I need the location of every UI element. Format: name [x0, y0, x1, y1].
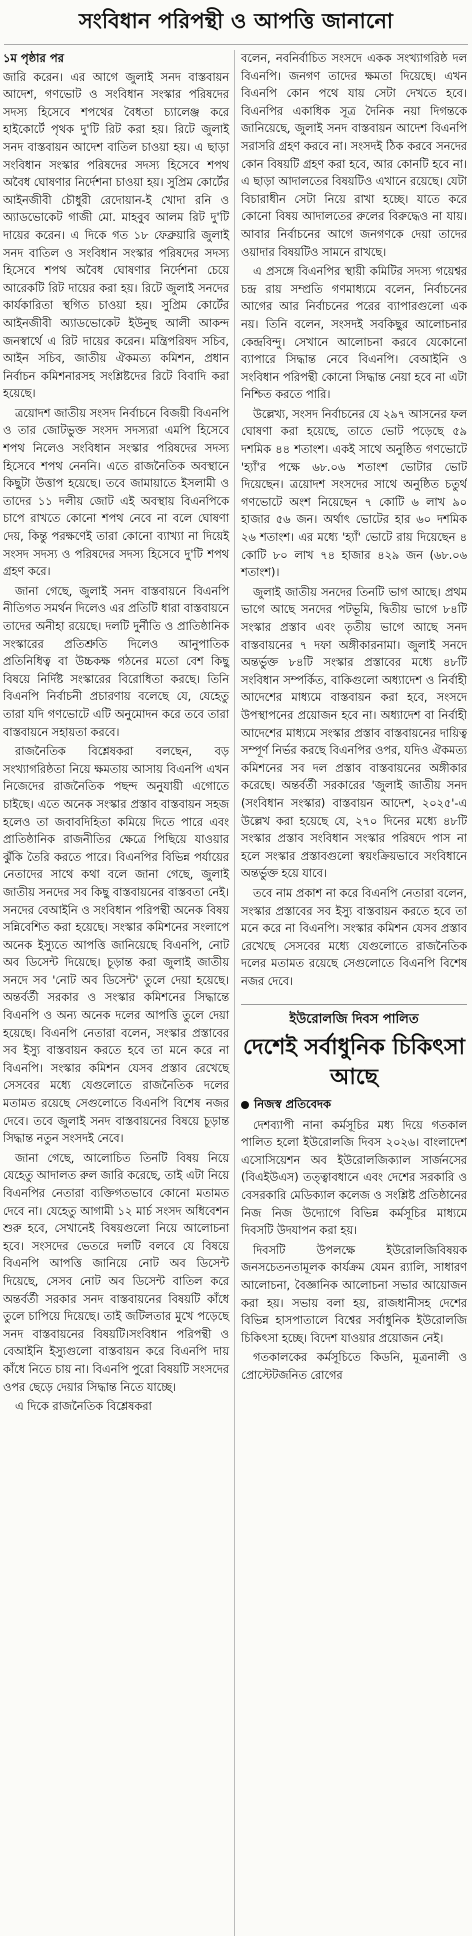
paragraph: এ দিকে রাজনৈতিক বিশ্লেষকরা: [15, 1400, 152, 1414]
paragraph: রাজনৈতিক বিশ্লেষকরা বলছেন, বড় সংখ্যাগরিষ্ঠতা নিয়ে ক্ষমতায় আসায় বিএনপি এখন নিজেদের রাজনৈতিক পছন্দ অনুযায়ী এগোতে চাইছে। এতে অনেক সংস্কার প্রস্তাব বাস্তবায়ন সহজ হলেও তা জবাবদিহিতা কমিয়ে দিতে পারে এবং প্রাতিষ্ঠানিক রাজনীতির ক্ষেত্রে পিছিয়ে যাওয়ার ঝুঁকি তৈরি করতে পারে। বিএনপির বিভিন্ন পর্যায়ের নেতাদের সাথে কথা বলে জানা গেছে, জুলাই জাতীয় সনদের সব কিছু বাস্তবায়নের বাস্তবতা নেই। সনদের বেআইনি ও সংবিধান পরিপন্থী অনেক বিষয় সন্নিবেশিত করা হয়েছে। সংস্কার কমিশনের সংলাপে অনেক ইস্যুতে আপত্তি জানিয়েছে বিএনপি, নোট অব ডিসেন্ট দিয়েছে। চূড়ান্ত করা জুলাই জাতীয় সনদে সব 'নোট অব ডিসেন্ট' তুলে দেয়া হয়েছে। অন্তর্বর্তী সরকার ও সংস্কার কমিশনের সিদ্ধান্তে বিএনপি ও অন্য অনেক দলের আপত্তি তুলে দেয়া হয়েছে। বিএনপি নেতারা বলেন, সংস্কার প্রস্তাবের সব ইস্যু বাস্তবায়ন করতে হবে তা মনে করে না বিএনপি। সংস্কার কমিশন যেসব প্রস্তাব রেখেছে সেসবের মধ্যে যেগুলোতে রাজনৈতিক দলের মতামত রয়েছে সেগুলোতে বিএনপি বিশেষ নজর দেবে। তবে জুলাই সনদ বাস্তবায়নের বিষয়ে চূড়ান্ত সিদ্ধান্ত নতুন সংসদই নেবে।: [3, 745, 229, 1146]
paragraph: দিবসটি উপলক্ষে ইউরোলজিবিষয়ক জনসচেতনতামূলক কার্যক্রম যেমন র‌্যালি, সাধারণ আলোচনা, বৈজ্ঞানিক আলোচনা সভার আয়োজন করা হয়। সভায় বলা হয়, রাজধানীসহ দেশের বিভিন্ন হাসপাতালে বিশ্বের সর্বাধুনিক ইউরোলজি চিকিৎসা হচ্ছে। বিদেশ যাওয়ার প্রয়োজন নেই।: [241, 1243, 467, 1345]
sub-story-kicker: ইউরোলজি দিবস পালিত: [289, 1012, 419, 1028]
sub-story: [241, 1004, 467, 1384]
sub-story-title: দেশেই সর্বাধুনিক চিকিৎসা আছে: [243, 1034, 465, 1091]
paragraph: জারি করেন। এর আগে জুলাই সনদ বাস্তবায়ন আদেশ, গণভোট ও সংবিধান সংস্কার পরিষদের সদস্য হিসেবে শপথের বৈধতা চ্যালেঞ্জ করে হাইকোর্টে পৃথক দু'টি রিট করা হয়। রিটে জুলাই সনদ বাস্তবায়ন আদেশ বাতিল চাওয়া হয়। এ ছাড়া সংবিধান সংস্কার পরিষদের সদস্য হিসেবে শপথ অবৈধ ঘোষণার নির্দেশনা চাওয়া হয়। সুপ্রিম কোর্টের আইনজীবী চৌধুরী রেদোয়ান-ই খোদা রনি ও অ্যাডভোকেট গাজী মো. মাহবুব আলম রিট দু'টি দায়ের করেন। এ দিকে গত ১৮ ফেব্রুয়ারি জুলাই সনদ বাতিল ও সংবিধান সংস্কার পরিষদের সদস্য হিসেবে শপথ অবৈধ ঘোষণার নির্দেশনা চেয়ে আরেকটি রিট দায়ের করা হয়। রিটে জুলাই সনদের কার্যকারিতা স্থগিত চাওয়া হয়। সুপ্রিম কোর্টের আইনজীবী অ্যাডভোকেট ইউনুছ আলী আকন্দ জনস্বার্থে এ রিট দায়ের করেন। মন্ত্রিপরিষদ সচিব, আইন সচিব, জাতীয় ঐকমত্য কমিশন, প্রধান নির্বাচন কমিশনারসহ সংশ্লিষ্টদের রিটে বিবাদি করা হয়েছে।: [3, 70, 229, 401]
byline: [241, 1096, 467, 1114]
paragraph: বলেন, নবনির্বাচিত সংসদে একক সংখ্যাগরিষ্ঠ দল বিএনপি। জনগণ তাদের ক্ষমতা দিয়েছে। এখন বিএনপি কোন পথে যায় সেটা দেখতে হবে। বিএনপির একাধিক সূত্র দৈনিক নয়া দিগন্তকে জানিয়েছে, জুলাই সনদ বাস্তবায়ন আদেশ বিএনপি সরাসরি গ্রহণ করবে না। সংসদই ঠিক করবে সনদের কোন বিষয়টি গ্রহণ করা হবে, আর কোনটি হবে না। এ ছাড়া আদালতের বিষয়টিও এখানে রয়েছে। যেটা বিচারাধীন সেটা নিয়ে রাখা হচ্ছে। যাতে করে কোনো বিষয় আদালতের রুলের বিরুদ্ধেও না যায়। আবার নির্বাচনের আগে জনগণকে দেয়া তাদের ওয়াদার বিষয়টিও সামনে রাখছে।: [241, 52, 467, 259]
right-column: [235, 50, 467, 1936]
paragraph: জানা গেছে, জুলাই সনদ বাস্তবায়নে বিএনপি নীতিগত সমর্থন দিলেও এর প্রতিটি ধারা বাস্তবায়নে তাদের অনীহা রয়েছে। দলটি দুর্নীতি ও প্রাতিষ্ঠানিক সংস্কারের প্রতিশ্রুতি দিলেও আনুপাতিক প্রতিনিধিত্ব বা উচ্চকক্ষ গঠনের মতো বেশ কিছু বিষয়ে নির্দিষ্ট সংস্কারের বিরোধিতা করছে। তিনি বিএনপি নির্বাচনী প্রচারণায় বলেছে যে, যেহেতু তারা যদি গণভোটে এটি অনুমোদন করে তবে তারা বাস্তবায়নে সহায়তা করবে।: [3, 584, 229, 739]
left-column: [3, 50, 235, 1936]
paragraph: তবে নাম প্রকাশ না করে বিএনপি নেতারা বলেন, সংস্কার প্রস্তাবের সব ইস্যু বাস্তবায়ন করতে হবে তা মনে করে না বিএনপি। সংস্কার কমিশন যেসব প্রস্তাব রেখেছে সেসবের মধ্যে যেগুলোতে রাজনৈতিক দলের মতামত রয়েছে সেগুলোতে বিএনপি বিশেষ নজর দেবে।: [241, 886, 467, 988]
paragraph: এ প্রসঙ্গে বিএনপির স্থায়ী কমিটির সদস্য গয়েশ্বর চন্দ্র রায় সম্প্রতি গণমাধ্যমে বলেন, নির্বাচনের আগের আর নির্বাচনের পরের ব্যাপারগুলো এক নয়। তিনি বলেন, সংসদই সবকিছুর আলোচনার কেন্দ্রবিন্দু। সেখানে আলোচনা করবে যেকোনো ব্যাপারে সিদ্ধান্ত নেবে বিএনপি। বেআইনি ও সংবিধান পরিপন্থী কোনো সিদ্ধান্ত নেয়া হবে না এটা নিশ্চিত করতে পারি।: [241, 265, 467, 402]
headline: সংবিধান পরিপন্থী ও আপত্তি জানানো: [4, 0, 468, 45]
paragraph: দেশব্যাপী নানা কর্মসূচির মধ্য দিয়ে গতকাল পালিত হলো ইউরোলজি দিবস ২০২৬। বাংলাদেশ এসোসিয়েশন অব ইউরোলজিক্যাল সার্জনসের (বিএইউএস) তত্ত্বাবধানে এবং দেশের সরকারি ও বেসরকারি মেডিক্যাল কলেজ ও সংশ্লিষ্ট প্রতিষ্ঠানের নিজ নিজ উদ্যোগে বিভিন্ন কর্মসূচির মাধ্যমে দিবসটি উদযাপন করা হয়।: [241, 1118, 467, 1238]
article-columns: [3, 50, 469, 1936]
byline-text: নিজস্ব প্রতিবেদক: [254, 1097, 332, 1112]
paragraph: জানা গেছে, আলোচিত তিনটি বিষয় নিয়ে যেহেতু আদালত রুল জারি করেছে, তাই এটা নিয়ে বিএনপির নেতারা ব্যক্তিগতভাবে কোনো মতামত দেবে না। যেহেতু আগামী ১২ মার্চ সংসদ অধিবেশন শুরু হবে, সেখানেই বিষয়গুলো নিয়ে আলোচনা হবে। সংসদের ভেতরে দলটি বলবে যে বিষয়ে বিএনপি আপত্তি জানিয়ে নোট অব ডিসেন্ট দিয়েছে, সেসব নোট অব ডিসেন্ট বাতিল করে অন্তর্বর্তী সরকার সনদ বাস্তবায়নের বিষয়টি কাঁধে তুলে চাপিয়ে দিয়েছে। তাই জটিলতার মুখে পড়েছে সনদ বাস্তবায়নের বিষয়টি।সংবিধান পরিপন্থী ও বেআইনি ইস্যুগুলো বাস্তবায়ন করে বিএনপি দায় কাঁধে নিতে চায় না। বিএনপি পুরো বিষয়টি সংসদের ওপর ছেড়ে দেয়ার সিদ্ধান্ত নিতে যাচ্ছে।: [3, 1151, 229, 1394]
bullet-icon: [241, 1101, 249, 1109]
paragraph: জুলাই জাতীয় সনদের তিনটি ভাগ আছে। প্রথম ভাগে আছে সনদের পটভূমি, দ্বিতীয় ভাগে ৮৪টি সংস্কার প্রস্তাব এবং তৃতীয় ভাগে আছে সনদ বাস্তবায়নের ৭ দফা অঙ্গীকারনামা। জুলাই সনদে অন্তর্ভুক্ত ৮৪টি সংস্কার প্রস্তাবের মধ্যে ৪৮টি সংবিধান সম্পর্কিত, বাকিগুলো অধ্যাদেশ ও নির্বাহী আদেশের মাধ্যমে বাস্তবায়ন করা হবে, সংসদে উপস্থাপনের প্রয়োজন হবে না। অধ্যাদেশ বা নির্বাহী আদেশের মাধ্যমে সংস্কার প্রস্তাব বাস্তবায়নের দায়িত্ব সম্পূর্ণ নির্ভর করছে বিএনপির ওপর, যদিও ঐকমত্য কমিশনের সব দল প্রস্তাব বাস্তবায়নের অঙ্গীকার করেছে। অন্তর্বর্তী সরকারের 'জুলাই জাতীয় সনদ (সংবিধান সংস্কার) বাস্তবায়ন আদেশ, ২০২৫'-এ উল্লেখ করা হয়েছে যে, ২৭০ দিনের মধ্যে ৪৮টি সংস্কার প্রস্তাব সংবিধান সংস্কার পরিষদে পাস না হলে সংস্কার প্রস্তাবগুলো স্বয়ংক্রিয়ভাবে সংবিধানে অন্তর্ভুক্ত হয়ে যাবে।: [241, 585, 467, 881]
jump-label: ১ম পৃষ্ঠার পর: [3, 51, 64, 65]
paragraph: গতকালকের কর্মসূচিতে কিডনি, মূত্রনালী ও প্রোস্টেটজনিত রোগের: [241, 1351, 467, 1382]
paragraph: ত্রয়োদশ জাতীয় সংসদ নির্বাচনে বিজয়ী বিএনপি ও তার জোটভুক্ত সংসদ সদস্যরা এমপি হিসেবে শপথ নিলেও সংবিধান সংস্কার পরিষদের সদস্য হিসেবে শপথ নেননি। এতে রাজনৈতিক অবস্থানে কিছুটা উত্তাপ হয়েছে। তবে জামায়াতে ইসলামী ও তাদের ১১ দলীয় জোট এই অবস্থায় বিএনপিকে চাপে রাখতে কোনো শপথ নেবে না বলে ঘোষণা দেয়, কিন্তু পরক্ষণেই তারা কোনো ব্যাখ্যা না দিয়েই সংসদ সদস্য ও পরিষদের সদস্য হিসেবে দু'টি শপথ গ্রহণ করে।: [3, 406, 229, 579]
paragraph: উল্লেখ্য, সংসদ নির্বাচনের যে ২৯৭ আসনের ফল ঘোষণা করা হয়েছে, তাতে ভোট পড়েছে ৫৯ দশমিক ৪৪ শতাংশ। একই সাথে অনুষ্ঠিত গণভোটে 'হ্যাঁ'র পক্ষে ৬৮.০৬ শতাংশ ভোটার ভোট দিয়েছেন। ত্রয়োদশ সংসদের সাথে অনুষ্ঠিত চতুর্থ গণভোটে অংশ নিয়েছেন ৭ কোটি ৬ লাখ ৯০ হাজার ৫৬ জন। অর্থাৎ ভোটের হার ৬০ দশমিক ২৬ শতাংশ। এর মধ্যে 'হ্যাঁ' ভোটে রায় দিয়েছেন ৪ কোটি ৮০ লাখ ৭৪ হাজার ৪২৯ জন (৬৮.০৬ শতাংশ)।: [241, 407, 467, 580]
